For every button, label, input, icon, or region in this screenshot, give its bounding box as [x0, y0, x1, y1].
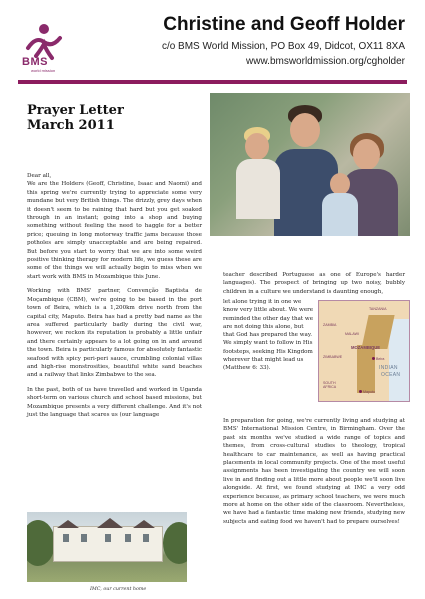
letter-title-date: March 2011 — [27, 118, 115, 133]
map-label-maputo: Maputo — [363, 390, 375, 394]
map-label-zimbabwe: ZIMBABWE — [323, 355, 343, 359]
map-label-zambia: ZAMBIA — [323, 323, 337, 327]
logo-text: BMS — [22, 56, 48, 68]
map-label-malawi: MALAWI — [345, 332, 360, 336]
map-label-mozambique: MOZAMBIQUE — [351, 345, 381, 350]
letter-column-left — [27, 172, 202, 425]
paragraph: We are the Holders (Geoff, Christine, Isaac and Naomi) and this spring we're currently trying to appreciate some very mundane but very British things. The drizzly, grey days when it doesn't seem to be raining that hard but you get soaked through in an instant; going into a shop and buying something without feeling the need to haggle for a better price; queuing in long motorway traffic jams because those potholes are simply unacceptable and are being repaired. But before you start to worry that we are into some weird positive thinking therapy for modern life, we guess these are some of the things we will actually begin to miss when we start work with BMS in Mozambique this June. — [27, 181, 202, 280]
postal-address: c/o BMS World Mission, PO Box 49, Didcot, OX11 8XA — [161, 41, 405, 52]
paragraph: In preparation for going, we're currently living and studying at BMS' International Mission Centre, in Birmingham. Over the past six months we've studied a wide range of topics and themes, from cross-cultural studies to theology, tropical healthcare to car maintenance, as well as having practical placements in local community projects. One of the most useful assignments has been investigating the country we will soon live in and finding out a little more about people we'll soon live alongside. At first, we found studying at IMC a very odd experience because, as primary school teachers, we were much more at home on the other side of the classroom. Nevertheless, we have had a fantastic time making new friends, studying new subjects and eating food we haven't had to prepare ourselves! — [223, 418, 405, 525]
mozambique-map — [318, 300, 410, 402]
page-title: Christine and Geoff Holder — [163, 14, 405, 35]
paragraph-wrap: let alone trying it in one we know very little about. We were reminded the other day that we are not doing this alone, but that God has prepared the way. We simply want to follow in His footsteps, seeking His Kingdom wherever that might lead us (Matthew 6: 33). — [223, 299, 314, 372]
imc-building-photo — [27, 512, 187, 582]
map-label-beira: Beira — [376, 357, 385, 361]
paragraph: In the past, both of us have travelled and worked in Uganda short-term on various church and school based missions, but Mozambique presents a very different challenge. And it's not just the language that scares us (our language — [27, 386, 202, 418]
map-label-tanzania: TANZANIA — [369, 307, 387, 311]
paragraph: Working with BMS' partner, Convenção Baptista de Moçambique (CBM), we're going to be based in the port town of Beira, which is a 1,200km drive north from the capital city, Maputo. Beira has had a pretty bad name as the area suffered particularly badly during the civil war, however, we reckon its reputation is probably a little unfair and there certainly appears to a lot going on in and around the town. Beira is particularly famous for absolutely fantastic seafood with spicy peri-peri sauce, crumbling colonial villas and high-rise monstrosities, beautiful white sand beaches and a railway that links Zimbabwe to the sea. — [27, 288, 202, 379]
letter-title-line1: Prayer Letter — [27, 103, 124, 118]
logo-subtext: world mission — [31, 68, 56, 73]
photo-caption: IMC, our current home — [90, 587, 147, 592]
beira-marker-icon — [372, 357, 375, 360]
family-photo — [210, 93, 410, 236]
letter-column-right-bottom — [223, 417, 405, 532]
website-link[interactable]: www.bmsworldmission.org/cgholder — [246, 56, 405, 67]
header-divider — [18, 80, 407, 84]
map-label-south-africa: SOUTH AFRICA — [323, 381, 337, 389]
map-label-ocean: OCEAN — [381, 372, 401, 378]
maputo-marker-icon — [359, 390, 362, 393]
letter-title — [27, 103, 124, 133]
map-label-indian: INDIAN — [379, 365, 398, 371]
greeting: Dear all, — [27, 173, 52, 179]
paragraph: teacher described Portuguese as one of Europe's harder languages). The prospect of bringing up two noisy, bubbly children in a culture we understand is daunting enough, — [223, 272, 405, 295]
